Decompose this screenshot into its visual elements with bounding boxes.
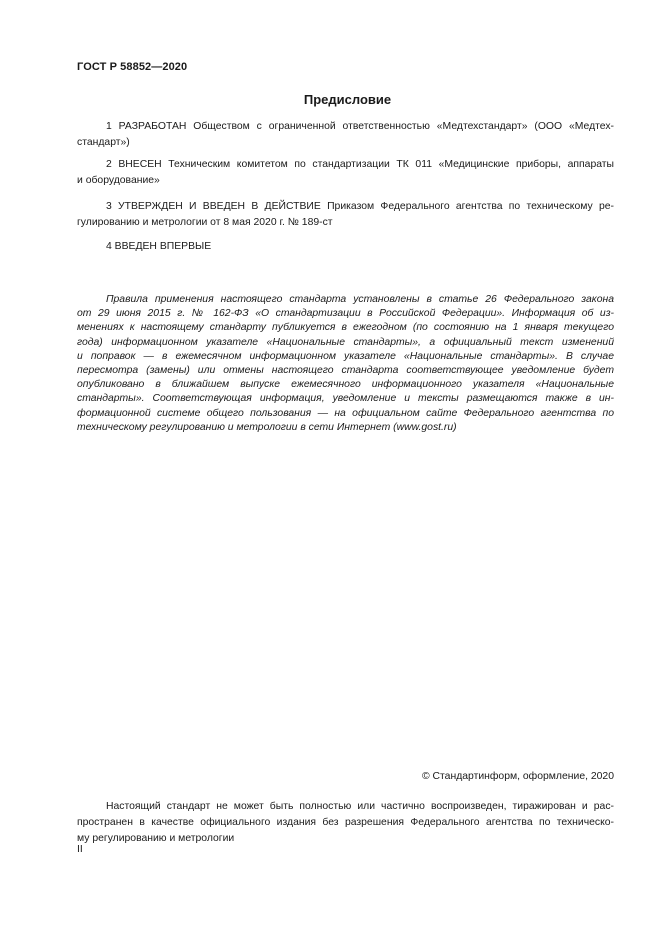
foreword-item-line: и оборудование»	[77, 175, 160, 186]
footer-line: му регулированию и метрологии	[77, 833, 235, 844]
foreword-item-4	[77, 239, 614, 255]
notice-line: формационной системе общего пользования — на официальном сайте Федерального агентства по	[77, 407, 614, 419]
notice-line: Правила применения настоящего стандарта установлены в статье 26 Федерального закона	[106, 294, 614, 305]
foreword-item-1	[77, 119, 614, 151]
reproduction-notice	[77, 799, 614, 847]
notice-line: пересмотра (замены) или отмены настоящего стандарта соответствующее уведомление будет	[77, 365, 614, 377]
notice-line: менениях к настоящему стандарту публикуется в ежегодном (по состоянию на 1 января текущего	[77, 322, 614, 334]
foreword-item-3	[77, 199, 614, 231]
copyright-line: © Стандартинформ, оформление, 2020	[421, 771, 614, 782]
foreword-item-line: гулированию и метрологии от 8 мая 2020 г. № 189-ст	[77, 217, 333, 228]
foreword-item-line: 1 РАЗРАБОТАН Обществом с ограниченной ответственностью «Медтехстандарт» (ООО «Медтех-	[106, 121, 614, 132]
page-number: II	[77, 844, 83, 855]
notice-line: от 29 июня 2015 г. № 162-ФЗ «О стандартизации в Российской Федерации». Информация об из-	[77, 308, 614, 320]
notice-line: техническому регулированию и метрологии в сети Интернет (www.gost.ru)	[77, 421, 457, 433]
footer-line: пространен в качестве официального издания без разрешения Федерального агентства по техническо-	[77, 817, 614, 828]
foreword-item-line: 4 ВВЕДЕН ВПЕРВЫЕ	[106, 241, 212, 252]
page-title	[0, 92, 661, 107]
foreword-item-line: 2 ВНЕСЕН Техническим комитетом по стандартизации ТК 011 «Медицинские приборы, аппараты	[106, 159, 614, 170]
foreword-item-line: 3 УТВЕРЖДЕН И ВВЕДЕН В ДЕЙСТВИЕ Приказом Федерального агентства по техническому ре-	[106, 201, 614, 212]
standards-notice	[77, 293, 614, 435]
foreword-item-line: стандарт»)	[77, 137, 130, 148]
notice-line: года) информационном указателе «Национальные стандарты», а официальный текст изменений	[77, 336, 614, 348]
document-code: ГОСТ Р 58852—2020	[77, 61, 188, 73]
notice-line: опубликовано в ближайшем выпуске ежемесячного информационного указателя «Национальные	[77, 379, 614, 391]
notice-line: стандарты». Соответствующая информация, уведомление и тексты размещаются также в ин-	[77, 393, 614, 405]
foreword-item-2	[77, 157, 614, 189]
footer-line: Настоящий стандарт не может быть полностью или частично воспроизведен, тиражирован и рас-	[106, 801, 614, 812]
notice-line: и поправок — в ежемесячном информационном указателе «Национальные стандарты». В случае	[77, 350, 614, 362]
page-title-text: Предисловие	[303, 92, 392, 107]
